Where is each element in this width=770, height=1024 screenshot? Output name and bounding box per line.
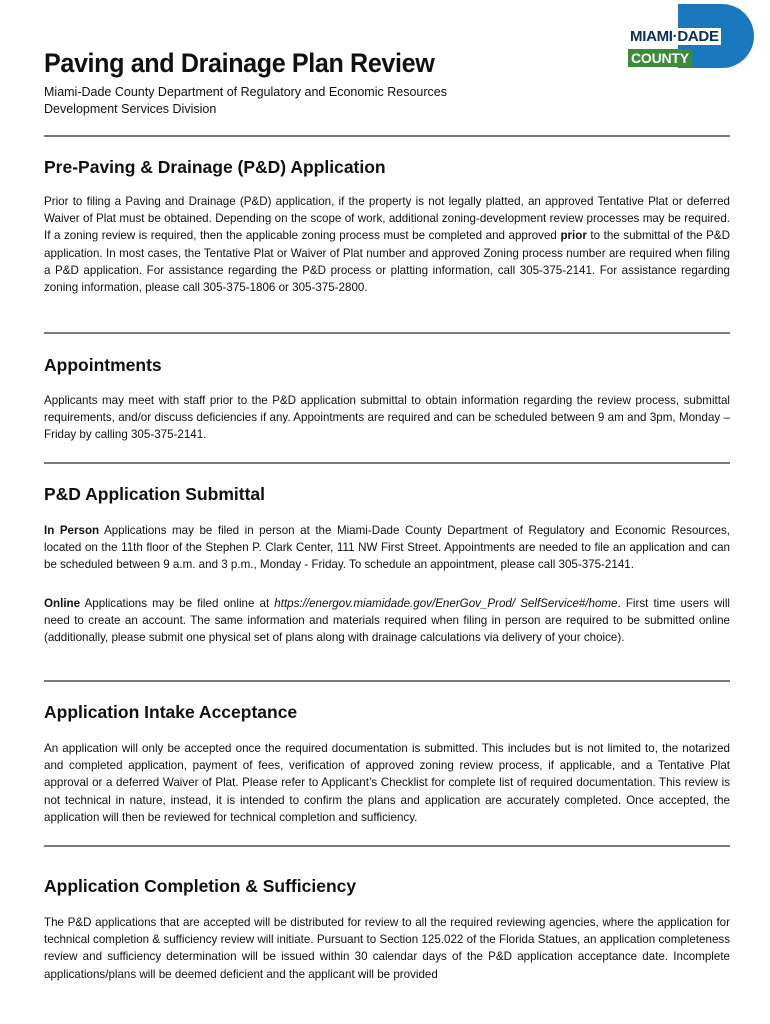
section-heading-submittal: P&D Application Submittal [44, 484, 266, 504]
miami-dade-county-logo [628, 4, 754, 68]
section-body-appointments: Applicants may meet with staff prior to the P&D application submittal to obtain information regarding the review process, submittal requirements, and/or discuss deficiencies if any. Appointments are required and can be scheduled between 9 am and 3pm, Monday – Friday by calling 305-375-2141. [44, 394, 730, 442]
label-in-person: In Person [44, 524, 100, 537]
logo-text-miami-dade: MIAMI·DADE [630, 28, 719, 45]
divider [44, 845, 730, 847]
section-body-completion: The P&D applications that are accepted will be distributed for review to all the required reviewing agencies, where the application for technical completion & sufficiency review will initiate. Pursuant to Section 125.022 of the Florida Statues, an application completeness review and sufficiency determination will be issued within 30 calendar days of the P&D application acceptance date. Incomplete applications/plans will be deemed deficient and the applicant will be provided [44, 916, 730, 981]
divider [44, 332, 730, 334]
online-portal-url[interactable]: https://energov.miamidade.gov/EnerGov_Prod/ SelfService#/home [274, 597, 618, 610]
emphasis-prior: prior [560, 229, 587, 243]
section-body-online: Online Applications may be filed online at https://energov.miamidade.gov/EnerGov_Prod/ SelfService#/home. First time users will need to create an account. The same information and materials required when filing in person are required to be submitted online (additionally, please submit one physical set of plans along with drainage calculations via delivery of your choice). [44, 597, 731, 645]
division-name: Development Services Division [44, 102, 217, 116]
divider [44, 135, 730, 137]
section-heading-intake: Application Intake Acceptance [44, 702, 298, 722]
logo-text-county: COUNTY [628, 49, 692, 67]
section-body-pre-application: Prior to filing a Paving and Drainage (P&D) application, if the property is not legally platted, an approved Tentative Plat or deferred Waiver of Plat must be obtained. Depending on the scope of work, additional zoning-development review processes may be required. If a zoning review is required, then the applicable zoning process must be completed and approved prior to the submittal of the P&D application. In most cases, the Tentative Plat or Waiver of Plat number and approved Zoning process number are required when filing a P&D application. For assistance regarding the P&D process or platting information, call 305-375-2141. For assistance regarding zoning information, please call 305-375-1806 or 305-375-2800. [44, 195, 730, 295]
section-body-in-person: In Person Applications may be filed in person at the Miami-Dade County Department of Regulatory and Economic Resources, located on the 11th floor of the Stephen P. Clark Center, 111 NW First Street. Appointments are needed to file an application and can be scheduled between 9 a.m. and 3 p.m., Monday - Friday. To schedule an appointment, please call 305-375-2141. [44, 524, 730, 572]
section-heading-pre-application: Pre-Paving & Drainage (P&D) Application [44, 157, 386, 177]
divider [44, 680, 730, 682]
divider [44, 462, 730, 464]
department-name: Miami-Dade County Department of Regulatory and Economic Resources [44, 85, 447, 99]
section-heading-completion: Application Completion & Sufficiency [44, 876, 357, 896]
section-heading-appointments: Appointments [44, 355, 162, 375]
label-online: Online [44, 597, 81, 610]
page-title: Paving and Drainage Plan Review [44, 48, 435, 78]
section-body-intake: An application will only be accepted once the required documentation is submitted. This includes but is not limited to, the notarized and completed application, payment of fees, verification of approved zoning review process, if applicable, and a Tentative Plat approval or a deferred Waiver of Plat. Please refer to Applicant’s Checklist for complete list of required documentation. This review is not technical in nature, instead, it is intended to confirm the plans and application are accurately completed. Once accepted, the application will then be reviewed for technical completion and sufficiency. [44, 742, 730, 824]
